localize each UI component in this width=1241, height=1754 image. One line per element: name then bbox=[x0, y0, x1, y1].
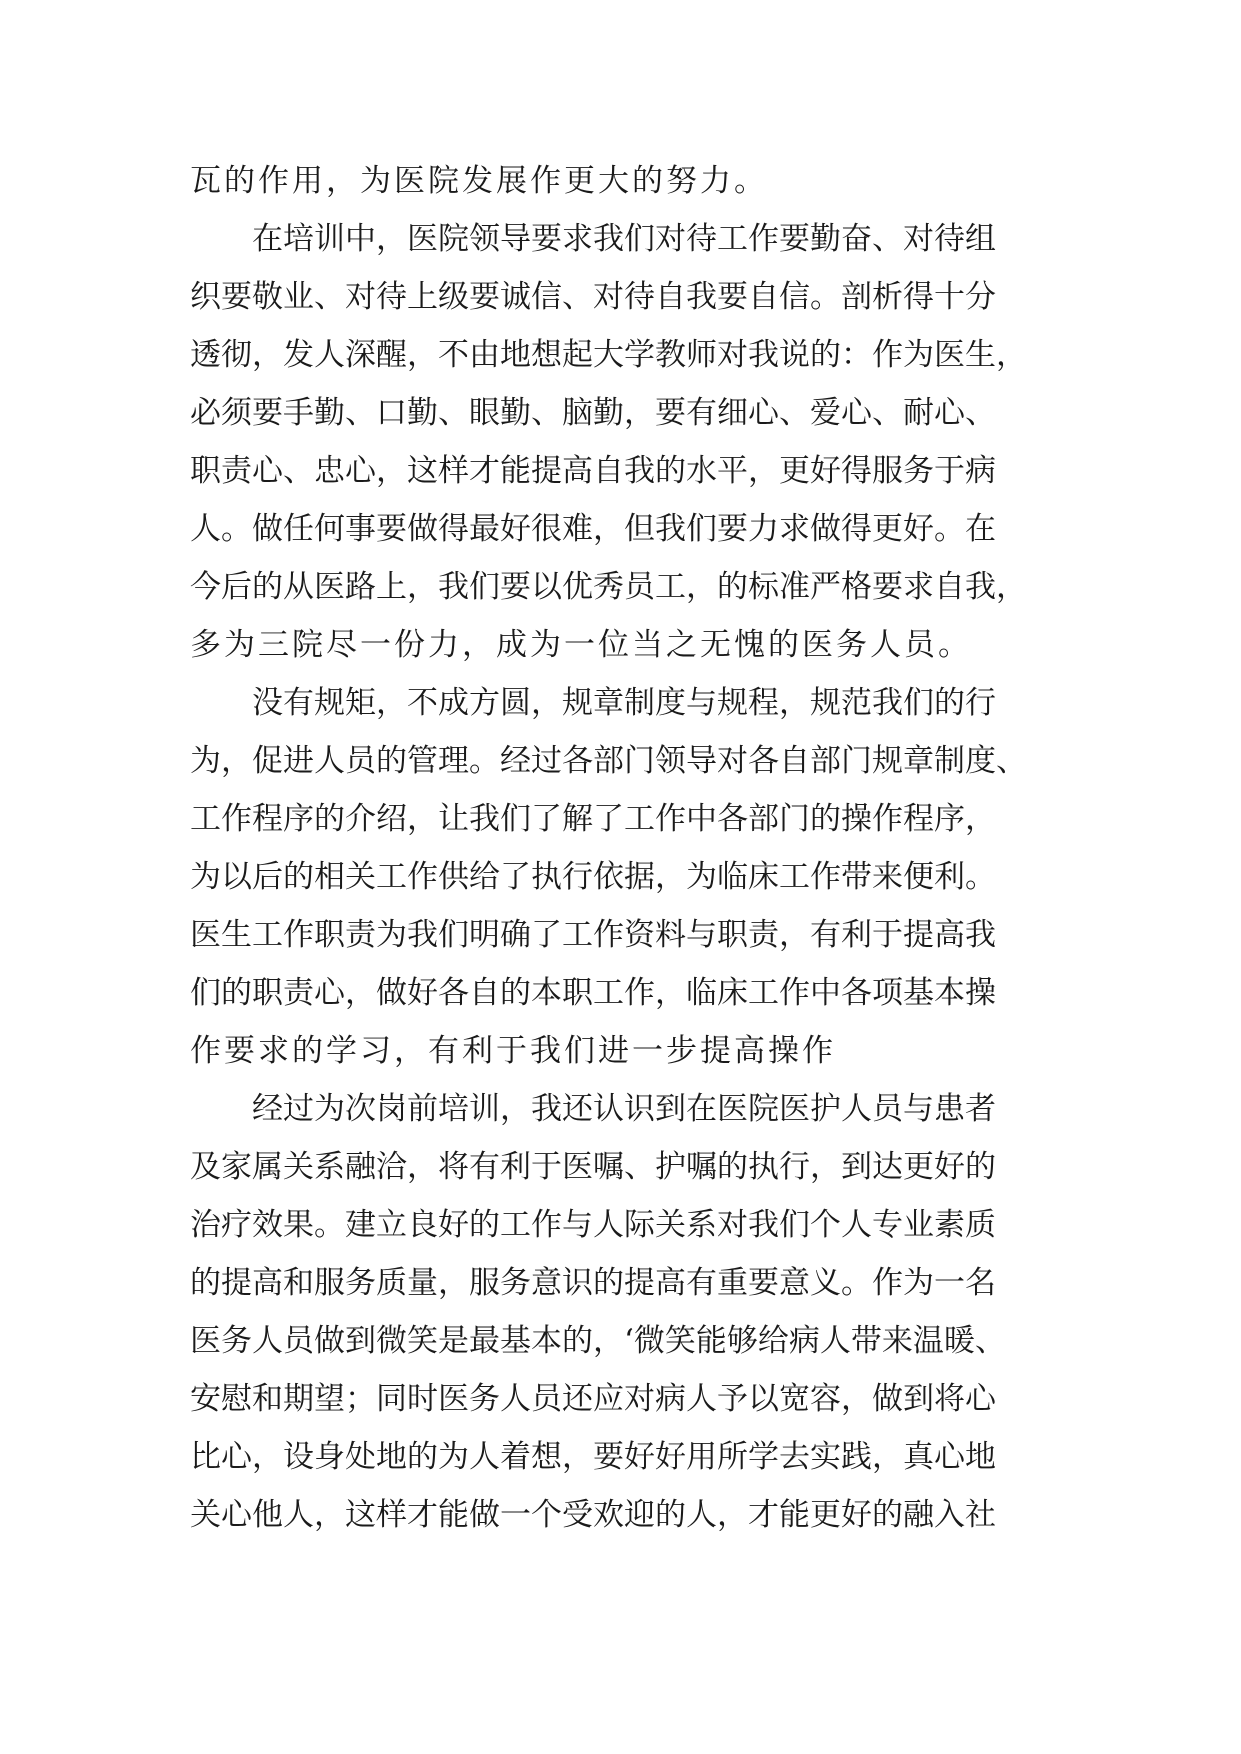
text-line: 多为三院尽一份力，成为一位当之无愧的医务人员。 bbox=[190, 627, 972, 663]
text-line: 织要敬业、对待上级要诚信、对待自我要自信。剖析得十分 bbox=[190, 279, 996, 315]
text-line: 没有规矩，不成方圆，规章制度与规程，规范我们的行 bbox=[252, 685, 996, 721]
text-line: 医生工作职责为我们明确了工作资料与职责，有利于提高我 bbox=[190, 917, 996, 953]
body-text bbox=[190, 152, 1070, 1544]
text-line: 为以后的相关工作供给了执行依据，为临床工作带来便利。 bbox=[190, 859, 996, 895]
text-line: 今后的从医路上，我们要以优秀员工，的标准严格要求自我， bbox=[190, 569, 1027, 605]
text-line: 瓦的作用，为医院发展作更大的努力。 bbox=[190, 163, 768, 199]
text-line: 医务人员做到微笑是最基本的，‘微笑能够给病人带来温暖、 bbox=[190, 1323, 1006, 1359]
text-line: 经过为次岗前培训，我还认识到在医院医护人员与患者 bbox=[252, 1091, 996, 1127]
text-line: 职责心、忠心，这样才能提高自我的水平，更好得服务于病 bbox=[190, 453, 996, 489]
text-line: 人。做任何事要做得最好很难，但我们要力求做得更好。在 bbox=[190, 511, 996, 547]
text-line: 透彻，发人深醒，不由地想起大学教师对我说的：作为医生， bbox=[190, 337, 1027, 373]
text-line: 关心他人，这样才能做一个受欢迎的人，才能更好的融入社 bbox=[190, 1497, 996, 1533]
text-line: 及家属关系融洽，将有利于医嘱、护嘱的执行，到达更好的 bbox=[190, 1149, 996, 1185]
text-line: 的提高和服务质量，服务意识的提高有重要意义。作为一名 bbox=[190, 1265, 996, 1301]
text-line: 必须要手勤、口勤、眼勤、脑勤，要有细心、爱心、耐心、 bbox=[190, 395, 996, 431]
text-line: 在培训中，医院领导要求我们对待工作要勤奋、对待组 bbox=[252, 221, 996, 257]
text-line: 工作程序的介绍，让我们了解了工作中各部门的操作程序， bbox=[190, 801, 996, 837]
text-line: 治疗效果。建立良好的工作与人际关系对我们个人专业素质 bbox=[190, 1207, 996, 1243]
text-line: 作要求的学习，有利于我们进一步提高操作 bbox=[190, 1033, 836, 1069]
text-line: 们的职责心，做好各自的本职工作，临床工作中各项基本操 bbox=[190, 975, 996, 1011]
text-line: 安慰和期望；同时医务人员还应对病人予以宽容，做到将心 bbox=[190, 1381, 996, 1417]
text-line: 比心，设身处地的为人着想，要好好用所学去实践，真心地 bbox=[190, 1439, 996, 1475]
text-line: 为，促进人员的管理。经过各部门领导对各自部门规章制度、 bbox=[190, 743, 1027, 779]
